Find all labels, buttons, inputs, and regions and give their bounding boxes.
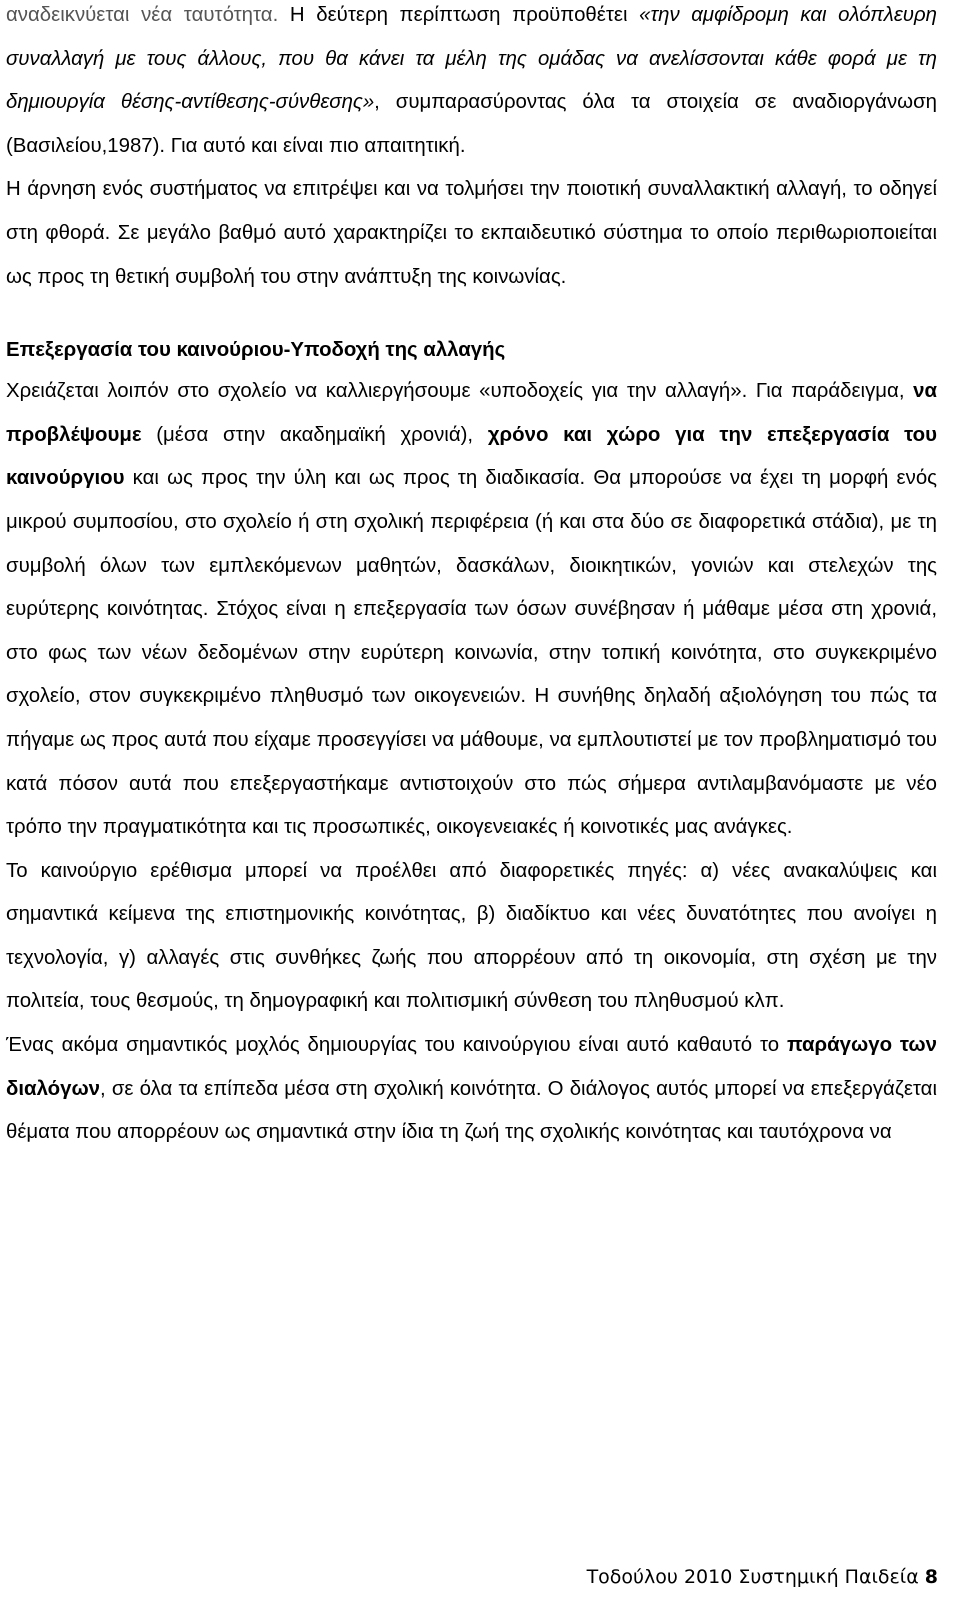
bold-text: παράγωγο των διαλόγων [6,1034,937,1100]
paragraph-identity [6,0,937,168]
paragraph-lead-text: αναδεικνύεται νέα ταυτότητα. [6,4,279,26]
paragraph-text: , σε όλα τα επίπεδα μέσα στη σχολική κοινότητα. Ο διάλογος αυτός μπορεί να επεξεργάζεται θέματα που απορρέουν ως σημαντικά στην ίδια τη ζωή της σχολικής κοινότητας και ταυτόχρονα να [6,1077,937,1144]
paragraph-text: Χρειάζεται λοιπόν στο σχολείο να καλλιεργήσουμε «υποδοχείς για την αλλαγή». Για παράδειγμα, [6,380,914,403]
footer-text: Τοδούλου 2010 Συστημική Παιδεία [586,1566,919,1588]
body-text [6,0,937,1155]
bold-text: να προβλέψουμε [6,380,937,446]
paragraph-sources: Το καινούργιο ερέθισμα μπορεί να προέλθει από διαφορετικές πηγές: α) νέες ανακαλύψεις και σημαντικά κείμενα της επιστημονικής κοινότητας, β) διαδίκτυο και νέες δυνατότητες που ανοίγει η τεχνολογία, γ) αλλαγές στις συνθήκες ζωής που απορρέουν από τη οικονομία, στη σχέση με την πολιτεία, τους θεσμούς, τη δημογραφική και πολιτισμική σύνθεση του πληθυσμού κλπ. [6,859,937,1013]
paragraph-text: , συμπαρασύροντας όλα τα στοιχεία σε αναδιοργάνωση (Βασιλείου,1987). Για αυτό και είναι πιο απαιτητική. [6,91,937,157]
paragraph-text: Ένας ακόμα σημαντικός μοχλός δημιουργίας του καινούργιου είναι αυτό καθαυτό το [6,1034,787,1057]
paragraph-text: και ως προς την ύλη και ως προς τη διαδικασία. Θα μπορούσε να έχει τη μορφή ενός μικρού συμποσίου, στο σχολείο ή στη σχολική περιφέρεια (ή και στα δύο σε διαφορετικά στάδια), με τη συμβολή όλων των εμπλεκόμενων μαθητών, δασκάλων, διοικητικών, γονιών και στελεχών της ευρύτερης κοινότητας. Στόχος είναι η επεξεργασία των όσων συνέβησαν ή μάθαμε μέσα στη χρονιά, στο φως των νέων δεδομένων στην ευρύτερη κοινωνία, στην τοπική κοινότητα, στο συγκεκριμένο σχολείο, στον συγκεκριμένο πληθυσμό των οικογενειών. Η συνήθης δηλαδή αξιολόγηση του πώς τα πήγαμε ως προς αυτά που είχαμε προσεγγίσει να μάθουμε, να εμπλουτιστεί με τον προβληματισμό του κατά πόσον αυτά που επεξεργαστήκαμε αντιστοιχούν στο πώς σήμερα αντιλαμβανόμαστε με νέο τρόπο την πραγματικότητα και τις προσωπικές, οικογενειακές ή κοινοτικές μας ανάγκες. [6,467,937,839]
page-footer [587,1566,938,1588]
paragraph-text: Η δεύτερη περίπτωση προϋποθέτει [278,4,640,26]
section-heading: Επεξεργασία του καινούριου-Υποδοχή της αλλαγής [6,339,506,362]
italic-quote: «την αμφίδρομη και ολόπλευρη συναλλαγή με τους άλλους, που θα κάνει τα μέλη της ομάδας να ανελίσσονται κάθε φορά με τη δημιουργία θέσης-αντίθεσης-σύνθεσης» [6,4,937,114]
paragraph-text: (μέσα στην ακαδημαϊκή χρονιά), [141,423,488,446]
bold-text: χρόνο και χώρο για την επεξεργασία του καινούργιου [6,423,937,490]
paragraph-dialogue [6,1024,937,1155]
paragraph-system-denial: Η άρνηση ενός συστήματος να επιτρέψει και να τολμήσει την ποιοτική συναλλακτική αλλαγή, το οδηγεί στη φθορά. Σε μεγάλο βαθμό αυτό χαρακτηρίζει το εκπαιδευτικό σύστημα το οποίο περιθωριοποιείται ως προς τη θετική συμβολή του στην ανάπτυξη της κοινωνίας. [6,178,937,288]
page-number: 8 [924,1566,938,1588]
paragraph-receptors [6,370,937,850]
